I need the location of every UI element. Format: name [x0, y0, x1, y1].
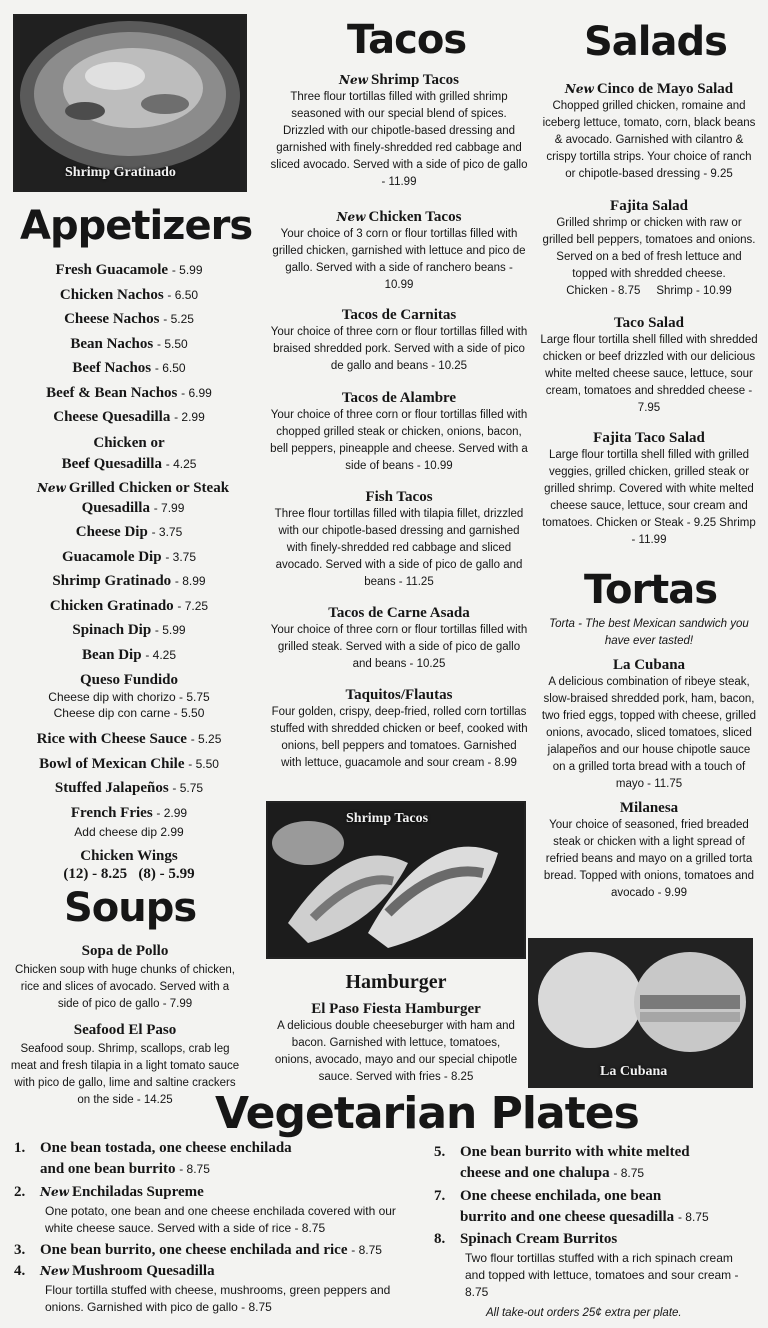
- item-price: - 5.75: [172, 781, 204, 795]
- photo-caption: Shrimp Tacos: [346, 811, 429, 826]
- soups-heading: Soups: [64, 885, 197, 931]
- item-price: - 4.25: [165, 457, 197, 471]
- item-name: One bean tostada, one cheese enchilada: [40, 1140, 292, 1156]
- item-price: - 5.99: [171, 263, 203, 277]
- hamburger-section: [272, 970, 520, 1086]
- item-name: Taquitos/Flautas: [345, 687, 453, 703]
- veg-item-4: [14, 1261, 424, 1316]
- item-price: - 5.25: [163, 312, 194, 326]
- item-name: Fajita Salad: [610, 198, 688, 214]
- item-name: Beef Quesadilla: [61, 456, 162, 472]
- photo-caption: Shrimp Gratinado: [65, 165, 176, 180]
- item-price: - 4.25: [145, 647, 177, 662]
- menu-item: [14, 621, 244, 646]
- item-name: One bean burrito, one cheese enchilada and rice: [40, 1242, 348, 1258]
- item-name: La Cubana: [612, 657, 686, 673]
- item-price: - 8.75: [677, 1210, 709, 1224]
- menu-item: [14, 286, 244, 311]
- item-name: cheese and one chalupa: [460, 1165, 610, 1181]
- new-badge: New: [40, 1264, 69, 1278]
- item-description: Chicken soup with huge chunks of chicken, rice and slices of avocado. Served with a side of pico de gallo - 7.99: [15, 964, 235, 1010]
- veg-item-2: [14, 1182, 424, 1237]
- item-name: Sopa de Pollo: [81, 943, 169, 959]
- menu-item: [14, 261, 244, 286]
- item-number: 5.: [434, 1144, 446, 1160]
- item-name: Chicken Tacos: [368, 209, 462, 225]
- item-name: Tacos de Carne Asada: [328, 605, 470, 621]
- menu-item: [14, 408, 244, 433]
- item-price: - 5.50: [188, 756, 219, 771]
- queso-fundido: [14, 671, 244, 721]
- item-name: Bowl of Mexican Chile: [39, 755, 185, 772]
- item-price: - 6.50: [167, 287, 199, 302]
- item-name: Milanesa: [619, 800, 679, 816]
- item-price: - 7.99: [153, 501, 185, 515]
- item-name: Chicken or: [93, 435, 165, 451]
- item-name: Grilled Chicken or Steak: [68, 480, 230, 496]
- item-name: and one bean burrito: [40, 1161, 176, 1177]
- item-name: El Paso Fiesta Hamburger: [311, 1001, 481, 1017]
- item-description: A delicious combination of ribeye steak, slow-braised shredded pork, ham, bacon, two fried eggs, topped with cheese, grilled onions, avocado, sliced tomatoes, sliced jalapeños and our house chipotle sauce on a grilled torta bread with a touch of mayo - 11.75: [541, 676, 757, 790]
- menu-item: [14, 335, 244, 360]
- menu-item: [14, 359, 244, 384]
- new-badge: New: [339, 73, 368, 87]
- menu-item: [14, 548, 244, 573]
- item-description: Two flour tortillas stuffed with a rich spinach cream and topped with lettuce, tomatoes and sour cream - 8.75: [465, 1251, 739, 1299]
- item-description: Seafood soup. Shrimp, scallops, crab leg meat and fresh tilapia in a light tomato sauce with pico de gallo, lime and saltine crackers on the side - 14.25: [10, 1043, 240, 1106]
- item-number: 8.: [434, 1231, 446, 1247]
- item-name: Queso Fundido: [80, 672, 178, 688]
- item-price: - 7.25: [177, 598, 209, 613]
- item-number: 3.: [14, 1242, 26, 1258]
- new-badge: New: [36, 481, 66, 495]
- tortas-heading: Tortas: [584, 567, 718, 613]
- veg-item-1: [14, 1138, 424, 1180]
- vegetarian-heading: Vegetarian Plates: [215, 1088, 639, 1139]
- item-name: Beef Nachos: [72, 360, 152, 376]
- item-number: 2.: [14, 1184, 26, 1200]
- item-option: Cheese dip con carne - 5.50: [53, 706, 205, 720]
- item-description: Three flour tortillas filled with grilled shrimp seasoned with our special blend of spices. Drizzled with our chipotle-based dressing and garnished with finely-shredded red cabbage and sliced avocado. Served with a side of pico de gallo - 11.99: [270, 91, 528, 188]
- item-price: - 5.50: [157, 336, 188, 351]
- item-name: French Fries: [70, 804, 153, 821]
- item-name: Mushroom Quesadilla: [71, 1263, 215, 1279]
- vegetarian-left-column: [14, 1138, 424, 1316]
- appetizers-heading: Appetizers: [20, 203, 253, 249]
- item-name: Chicken Gratinado: [49, 597, 174, 614]
- item-name: One cheese enchilada, one bean: [460, 1188, 662, 1204]
- photo-shrimp-gratinado: [13, 14, 247, 192]
- item-description: A delicious double cheeseburger with ham and bacon. Garnished with lettuce, tomatoes, onions, avocado, mayo and our special chipotle sauce. Served with fries - 8.25: [274, 1020, 518, 1083]
- new-badge: New: [564, 82, 594, 96]
- item-price: - 3.75: [151, 525, 183, 539]
- item-name: Tacos de Carnitas: [341, 307, 457, 323]
- item-description: Large flour tortilla shell filled with grilled veggies, grilled chicken, grilled steak or grilled shrimp. Covered with white melted cheese sauce, lettuce, sour cream and tomatoes. Chicken or Steak - 9.25 Shrimp - 11.99: [542, 449, 756, 546]
- item-price: - 8.75: [179, 1162, 210, 1176]
- vegetarian-right-column: [434, 1142, 754, 1322]
- item-description: Your choice of three corn or flour tortillas filled with chopped grilled steak or chicken, onions, bacon, bell peppers, pineapple and cheese. Served with a side of beans - 10.99: [270, 409, 528, 472]
- item-name: Taco Salad: [614, 315, 684, 331]
- veg-item-5: [434, 1142, 754, 1184]
- item-name: Stuffed Jalapeños: [54, 780, 169, 796]
- item-description: Your choice of 3 corn or flour tortillas filled with grilled chicken, garnished with lettuce and pico de gallo. Served with a side of ranchero beans - 10.99: [272, 228, 526, 291]
- new-badge: New: [40, 1185, 69, 1199]
- grilled-quesadilla: [18, 479, 248, 517]
- item-description: Your choice of three corn or flour tortillas filled with grilled steak. Served with a side of pico de gallo and beans - 10.25: [270, 624, 528, 670]
- tortas-section: [540, 616, 758, 902]
- item-price: - 6.50: [154, 361, 186, 375]
- item-description: Chopped grilled chicken, romaine and iceberg lettuce, tomato, corn, black beans & avocado. Garnished with cilantro & crispy tortilla strips. Your choice of ranch or chipotle-based dressing - 9.25: [542, 100, 756, 180]
- menu-item: [14, 779, 244, 804]
- item-price: (12) - 8.25 (8) - 5.99: [63, 866, 195, 882]
- item-option: Add cheese dip 2.99: [74, 824, 184, 839]
- appetizers-list-3: [14, 730, 244, 840]
- item-description: Flour tortilla stuffed with cheese, mushrooms, green peppers and onions. Garnished with pico de gallo - 8.75: [45, 1283, 391, 1314]
- photo-shrimp-tacos: [266, 801, 526, 959]
- item-description: Large flour tortilla shell filled with shredded chicken or beef drizzled with our delicious white melted cheese sauce, lettuce, sour cream, tomatoes and shredded cheese - 7.95: [540, 334, 758, 414]
- veg-item-3: [14, 1240, 424, 1261]
- new-badge: New: [336, 210, 366, 224]
- menu-item: [14, 755, 244, 780]
- item-name: Shrimp Gratinado: [52, 573, 172, 589]
- item-name: Spinach Cream Burritos: [460, 1231, 618, 1247]
- menu-item: [14, 310, 244, 335]
- menu-item: [14, 572, 244, 597]
- item-name: Spinach Dip: [72, 622, 152, 638]
- item-description: Four golden, crispy, deep-fried, rolled corn tortillas stuffed with shredded chicken or beef, cooked with onions, bell peppers and tomatoes. Garnished with lettuce, guacamole and sour cream - 8.99: [270, 706, 528, 769]
- appetizers-list: [14, 261, 244, 433]
- salads-section: [540, 80, 758, 549]
- item-price: - 3.75: [165, 549, 197, 564]
- item-name: One bean burrito with white melted: [460, 1144, 690, 1160]
- item-number: 1.: [14, 1140, 26, 1156]
- item-price: - 8.75: [613, 1166, 645, 1180]
- photo-caption: La Cubana: [600, 1064, 668, 1079]
- takeout-note: All take-out orders 25¢ extra per plate.: [486, 1307, 682, 1319]
- item-name: Fish Tacos: [365, 489, 433, 505]
- item-price: - 5.99: [154, 623, 186, 637]
- item-name: Cinco de Mayo Salad: [596, 81, 734, 97]
- item-name: Fajita Taco Salad: [593, 430, 705, 446]
- item-option: Cheese dip with chorizo - 5.75: [48, 690, 210, 704]
- menu-item: [14, 730, 244, 755]
- salads-heading: Salads: [584, 19, 727, 65]
- item-name: Tacos de Alambre: [341, 390, 457, 406]
- item-number: 7.: [434, 1188, 446, 1204]
- item-price: - 8.99: [174, 574, 206, 588]
- item-price: Chicken - 8.75 Shrimp - 10.99: [566, 285, 732, 297]
- item-name: Bean Nachos: [70, 335, 154, 352]
- item-name: Seafood El Paso: [73, 1022, 177, 1038]
- item-name: Beef & Bean Nachos: [46, 384, 178, 401]
- item-name: Rice with Cheese Sauce: [36, 731, 187, 747]
- item-name: Cheese Quesadilla: [53, 409, 171, 425]
- item-description: Your choice of seasoned, fried breaded steak or chicken with a light spread of refried beans and mayo on a grilled torta bread. Topped with onions, tomatoes and avocado - 9.99: [543, 819, 755, 899]
- appetizers-list-2: [14, 523, 244, 670]
- shrimp-gratinado-image: [15, 16, 245, 190]
- menu-item: [14, 523, 244, 548]
- soups-section: [10, 942, 240, 1109]
- item-description: Grilled shrimp or chicken with raw or grilled bell peppers, tomatoes and onions. Served on a bed of fresh lettuce and topped with shredded cheese.: [542, 217, 756, 280]
- menu-item: [14, 597, 244, 622]
- item-name: Enchiladas Supreme: [71, 1184, 204, 1200]
- item-price: - 2.99: [174, 410, 205, 424]
- menu-item: [14, 804, 244, 824]
- veg-item-7: [434, 1186, 754, 1228]
- item-name: burrito and one cheese quesadilla: [460, 1209, 675, 1225]
- tortas-tagline: Torta - The best Mexican sandwich you have ever tasted!: [549, 618, 749, 647]
- chicken-beef-quesadilla: [14, 434, 244, 473]
- item-name: Quesadilla: [81, 500, 150, 516]
- item-price: - 5.25: [190, 732, 222, 746]
- item-name: Shrimp Tacos: [370, 72, 459, 88]
- menu-item: [14, 646, 244, 671]
- item-price: - 2.99: [156, 805, 188, 820]
- tacos-heading: Tacos: [347, 17, 467, 63]
- item-name: Chicken Nachos: [59, 286, 164, 303]
- tacos-section: [270, 71, 528, 772]
- item-price: - 8.75: [351, 1243, 382, 1257]
- veg-item-8: [434, 1229, 754, 1301]
- item-number: 4.: [14, 1263, 26, 1279]
- menu-item: [14, 384, 244, 409]
- item-name: Chicken Wings: [80, 848, 178, 864]
- item-name: Bean Dip: [81, 646, 142, 663]
- item-name: Guacamole Dip: [61, 548, 162, 565]
- photo-la-cubana: [528, 938, 753, 1088]
- hamburger-heading: Hamburger: [345, 971, 447, 993]
- item-description: One potato, one bean and one cheese enchilada covered with our white cheese sauce. Served with a side of rice - 8.75: [45, 1204, 396, 1235]
- item-price: - 6.99: [181, 385, 212, 400]
- chicken-wings: [14, 847, 244, 883]
- item-name: Cheese Nachos: [64, 311, 160, 327]
- item-name: Fresh Guacamole: [55, 262, 169, 278]
- item-name: Cheese Dip: [75, 524, 148, 540]
- item-description: Three flour tortillas filled with tilapia fillet, drizzled with our chipotle-based dressing and garnished with finely-shredded red cabbage and sliced avocado. Served with a side of pico de gallo and beans - 11.25: [274, 508, 524, 588]
- item-description: Your choice of three corn or flour tortillas filled with braised shredded pork. Served with a side of pico de gallo and beans - 10.25: [270, 326, 528, 372]
